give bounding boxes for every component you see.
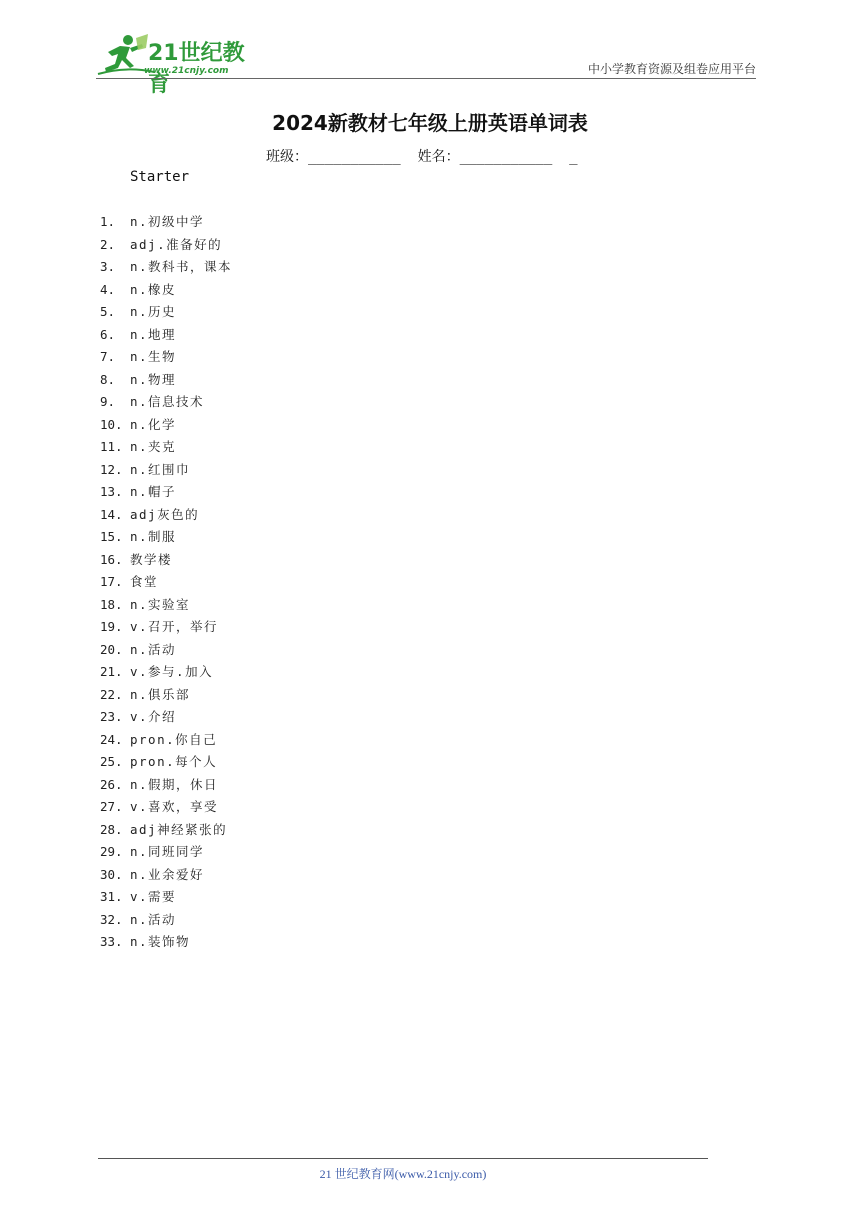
list-item <box>100 910 232 933</box>
item-number: 30. <box>100 866 123 882</box>
list-item <box>100 685 232 708</box>
item-number: 12. <box>100 461 123 477</box>
item-number: 29. <box>100 844 123 859</box>
list-item <box>100 212 232 235</box>
item-definition: n.信息技术 <box>130 394 205 409</box>
item-definition: adj灰色的 <box>130 506 200 522</box>
item-number: 24. <box>100 731 123 747</box>
list-item <box>100 797 232 820</box>
footer-divider <box>98 1158 708 1159</box>
item-definition: v.召开，举行 <box>130 619 219 634</box>
list-item <box>100 527 232 550</box>
page-title: 2024新教材七年级上册英语单词表 <box>272 111 588 135</box>
item-number: 23. <box>100 709 123 724</box>
item-definition: v.介绍 <box>130 709 177 724</box>
list-item <box>100 347 232 370</box>
item-definition: n.物理 <box>130 371 177 387</box>
item-definition: n.业余爱好 <box>130 866 205 882</box>
list-item <box>100 707 232 730</box>
header-divider <box>96 78 756 79</box>
list-item <box>100 437 232 460</box>
item-number: 17. <box>100 574 123 589</box>
item-definition: v.参与.加入 <box>130 664 214 679</box>
item-number: 22. <box>100 686 123 702</box>
item-number: 27. <box>100 799 123 814</box>
item-definition: v.喜欢，享受 <box>130 799 219 814</box>
item-number: 3. <box>100 259 116 274</box>
item-definition: n.制服 <box>130 529 177 544</box>
item-number: 5. <box>100 304 116 319</box>
list-item <box>100 640 232 663</box>
item-number: 9. <box>100 394 116 409</box>
header-tagline: 中小学教育资源及组卷应用平台 <box>587 62 756 76</box>
item-definition: n.地理 <box>130 326 177 342</box>
item-definition: adj神经紧张的 <box>130 821 228 837</box>
page-header <box>96 30 756 97</box>
item-number: 7. <box>100 349 116 364</box>
list-item <box>100 617 232 640</box>
list-item <box>100 392 232 415</box>
item-definition: n.初级中学 <box>130 214 205 229</box>
list-item <box>100 550 232 573</box>
item-definition: 教学楼 <box>130 551 173 567</box>
item-number: 33. <box>100 934 123 949</box>
footer-text[interactable]: 21 世纪教育网(www.21cnjy.com) <box>319 1167 487 1181</box>
item-definition: n.实验室 <box>130 596 191 612</box>
item-number: 13. <box>100 484 123 499</box>
item-number: 21. <box>100 664 123 679</box>
item-number: 31. <box>100 889 123 904</box>
item-number: 16. <box>100 551 123 567</box>
list-item <box>100 842 232 865</box>
item-number: 14. <box>100 506 123 522</box>
item-definition: adj.准备好的 <box>130 236 223 252</box>
list-item <box>100 280 232 303</box>
item-number: 10. <box>100 416 123 432</box>
list-item <box>100 482 232 505</box>
item-number: 8. <box>100 371 116 387</box>
list-item <box>100 820 232 843</box>
item-number: 1. <box>100 214 116 229</box>
list-item <box>100 370 232 393</box>
item-definition: n.红围巾 <box>130 461 191 477</box>
item-number: 18. <box>100 596 123 612</box>
list-item <box>100 775 232 798</box>
list-item <box>100 932 232 955</box>
item-number: 19. <box>100 619 123 634</box>
list-item <box>100 257 232 280</box>
item-definition: pron.你自己 <box>130 731 218 747</box>
item-definition: v.需要 <box>130 889 177 904</box>
item-definition: n.橡皮 <box>130 281 177 297</box>
word-list <box>100 212 232 955</box>
list-item <box>100 887 232 910</box>
list-item <box>100 415 232 438</box>
site-logo <box>96 32 266 97</box>
list-item <box>100 572 232 595</box>
item-number: 28. <box>100 821 123 837</box>
item-definition: n.活动 <box>130 641 177 657</box>
item-definition: n.生物 <box>130 349 177 364</box>
list-item <box>100 235 232 258</box>
list-item <box>100 595 232 618</box>
item-number: 25. <box>100 754 123 769</box>
item-number: 32. <box>100 911 123 927</box>
item-definition: 食堂 <box>130 574 159 589</box>
list-item <box>100 752 232 775</box>
item-number: 15. <box>100 529 123 544</box>
list-item <box>100 505 232 528</box>
item-number: 4. <box>100 281 116 297</box>
section-heading: Starter <box>130 169 190 185</box>
item-definition: n.帽子 <box>130 484 177 499</box>
item-definition: n.活动 <box>130 911 177 927</box>
list-item <box>100 662 232 685</box>
item-number: 11. <box>100 439 123 454</box>
list-item <box>100 325 232 348</box>
item-number: 26. <box>100 776 123 792</box>
item-definition: n.装饰物 <box>130 934 191 949</box>
item-number: 6. <box>100 326 116 342</box>
item-definition: n.假期，休日 <box>130 776 219 792</box>
class-name-fill-line: 班级：___________ 姓名：___________ _ <box>266 149 578 165</box>
item-definition: n.夹克 <box>130 439 177 454</box>
list-item <box>100 865 232 888</box>
item-number: 20. <box>100 641 123 657</box>
logo-wordmark: 21世纪教育 <box>148 41 245 97</box>
item-number: 2. <box>100 236 116 252</box>
logo-url: www.21cnjy.com <box>144 66 229 76</box>
item-definition: n.同班同学 <box>130 844 205 859</box>
item-definition: n.俱乐部 <box>130 686 191 702</box>
list-item <box>100 730 232 753</box>
item-definition: pron.每个人 <box>130 754 218 769</box>
item-definition: n.化学 <box>130 416 177 432</box>
list-item <box>100 302 232 325</box>
item-definition: n.教科书，课本 <box>130 259 233 274</box>
list-item <box>100 460 232 483</box>
item-definition: n.历史 <box>130 304 177 319</box>
